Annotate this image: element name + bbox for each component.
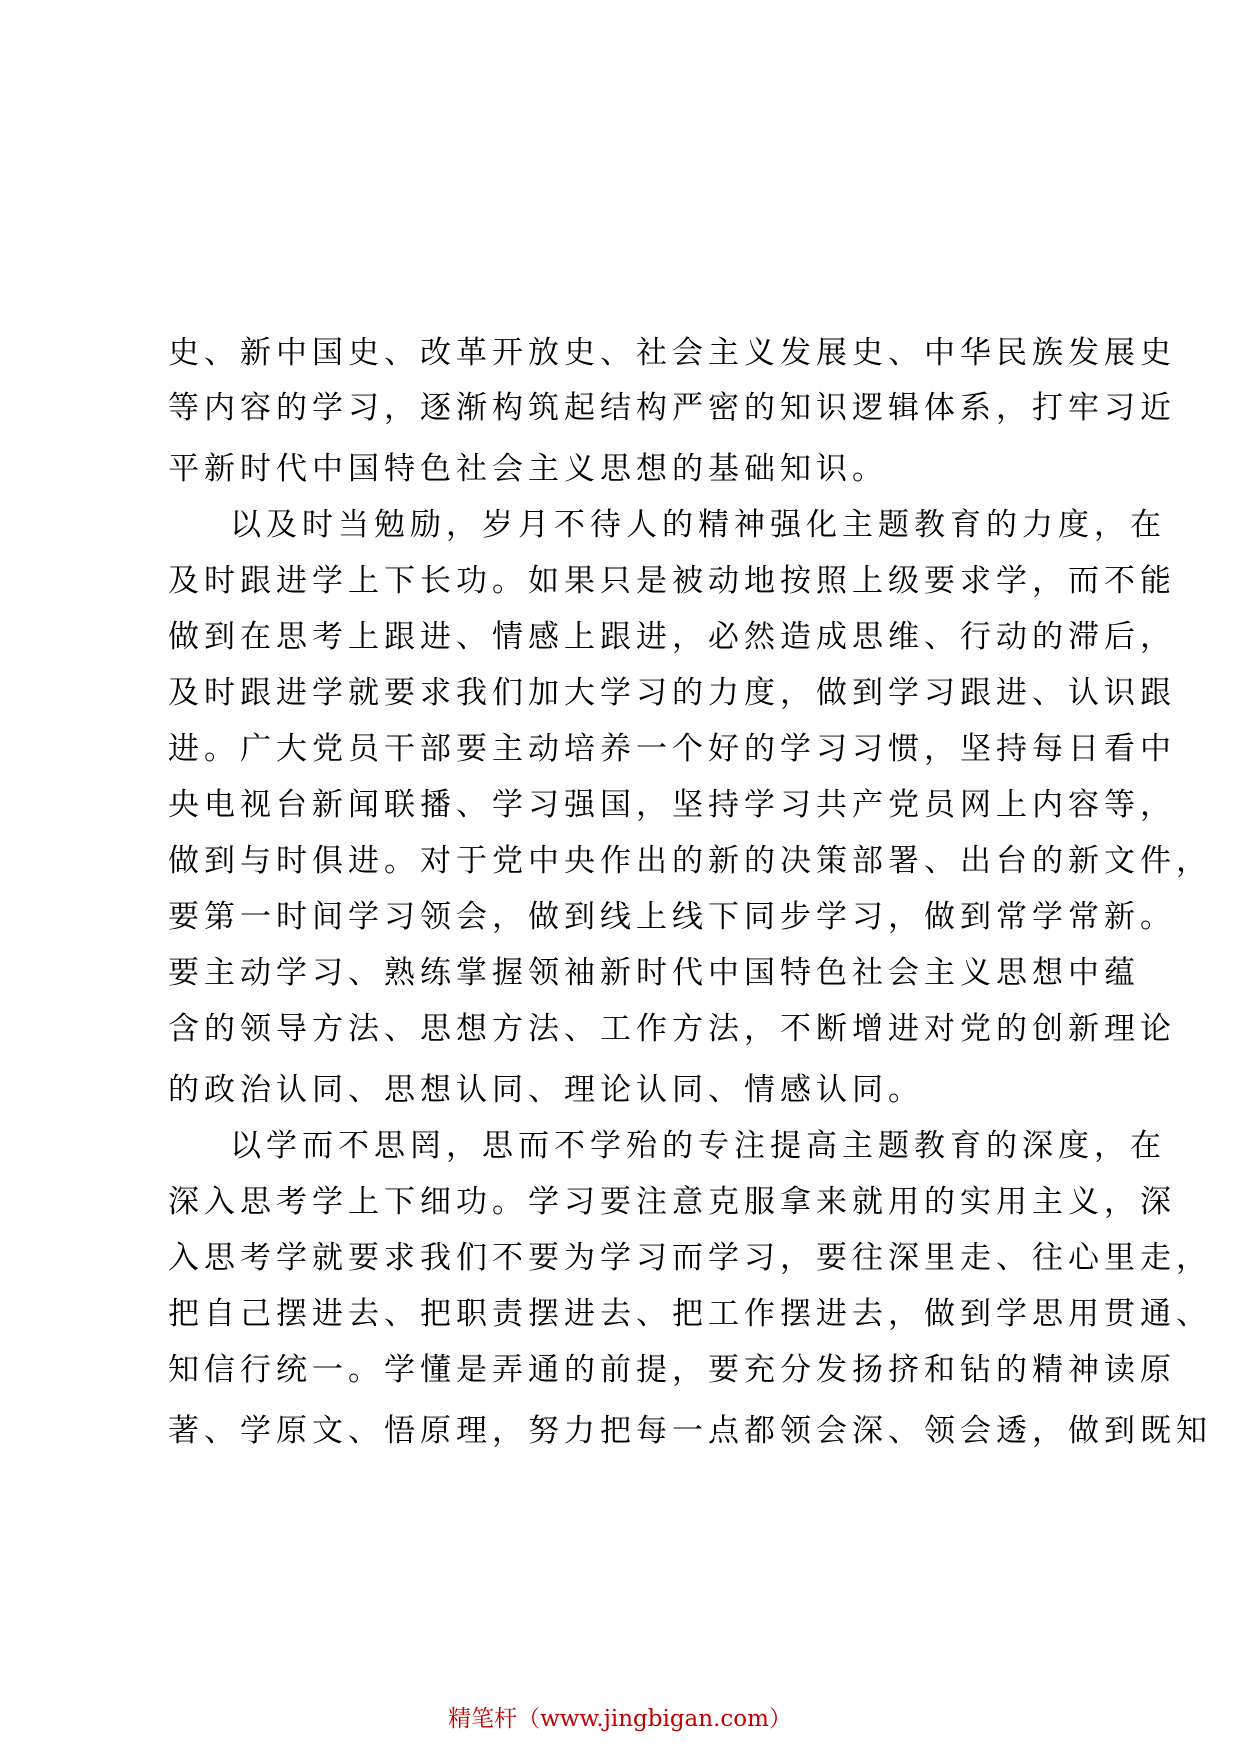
text-line: 要第一时间学习领会，做到线上线下同步学习，做到常学常新。 <box>168 899 1176 935</box>
paragraph-first-line: 以学而不思罔，思而不学殆的专注提高主题教育的深度，在 <box>230 1128 1166 1164</box>
text-line: 央电视台新闻联播、学习强国，坚持学习共产党员网上内容等， <box>168 787 1176 823</box>
paragraph-first-line: 以及时当勉励，岁月不待人的精神强化主题教育的力度，在 <box>230 507 1166 543</box>
text-line: 等内容的学习，逐渐构筑起结构严密的知识逻辑体系，打牢习近 <box>168 390 1176 426</box>
text-line: 做到在思考上跟进、情感上跟进，必然造成思维、行动的滞后， <box>168 619 1176 655</box>
text-line: 做到与时俱进。对于党中央作出的新的决策部署、出台的新文件， <box>168 843 1212 879</box>
text-line: 知信行统一。学懂是弄通的前提，要充分发扬挤和钻的精神读原 <box>168 1352 1176 1388</box>
text-line: 的政治认同、思想认同、理论认同、情感认同。 <box>168 1072 924 1108</box>
footer-watermark-link[interactable]: 精笔杆（www.jingbigan.com） <box>448 1706 792 1732</box>
text-line: 进。广大党员干部要主动培养一个好的学习习惯，坚持每日看中 <box>168 731 1176 767</box>
text-line: 把自己摆进去、把职责摆进去、把工作摆进去，做到学思用贯通、 <box>168 1296 1212 1332</box>
text-line: 含的领导方法、思想方法、工作方法，不断增进对党的创新理论 <box>168 1011 1176 1047</box>
text-line: 及时跟进学上下长功。如果只是被动地按照上级要求学，而不能 <box>168 563 1176 599</box>
text-line: 及时跟进学就要求我们加大学习的力度，做到学习跟进、认识跟 <box>168 675 1176 711</box>
text-line: 平新时代中国特色社会主义思想的基础知识。 <box>168 451 888 487</box>
text-line: 史、新中国史、改革开放史、社会主义发展史、中华民族发展史 <box>168 335 1176 371</box>
text-line: 深入思考学上下细功。学习要注意克服拿来就用的实用主义，深 <box>168 1184 1176 1220</box>
text-line: 要主动学习、熟练掌握领袖新时代中国特色社会主义思想中蕴 <box>168 955 1140 991</box>
text-line: 入思考学就要求我们不要为学习而学习，要往深里走、往心里走， <box>168 1240 1212 1276</box>
text-line: 著、学原文、悟原理，努力把每一点都领会深、领会透，做到既知 <box>168 1413 1212 1449</box>
